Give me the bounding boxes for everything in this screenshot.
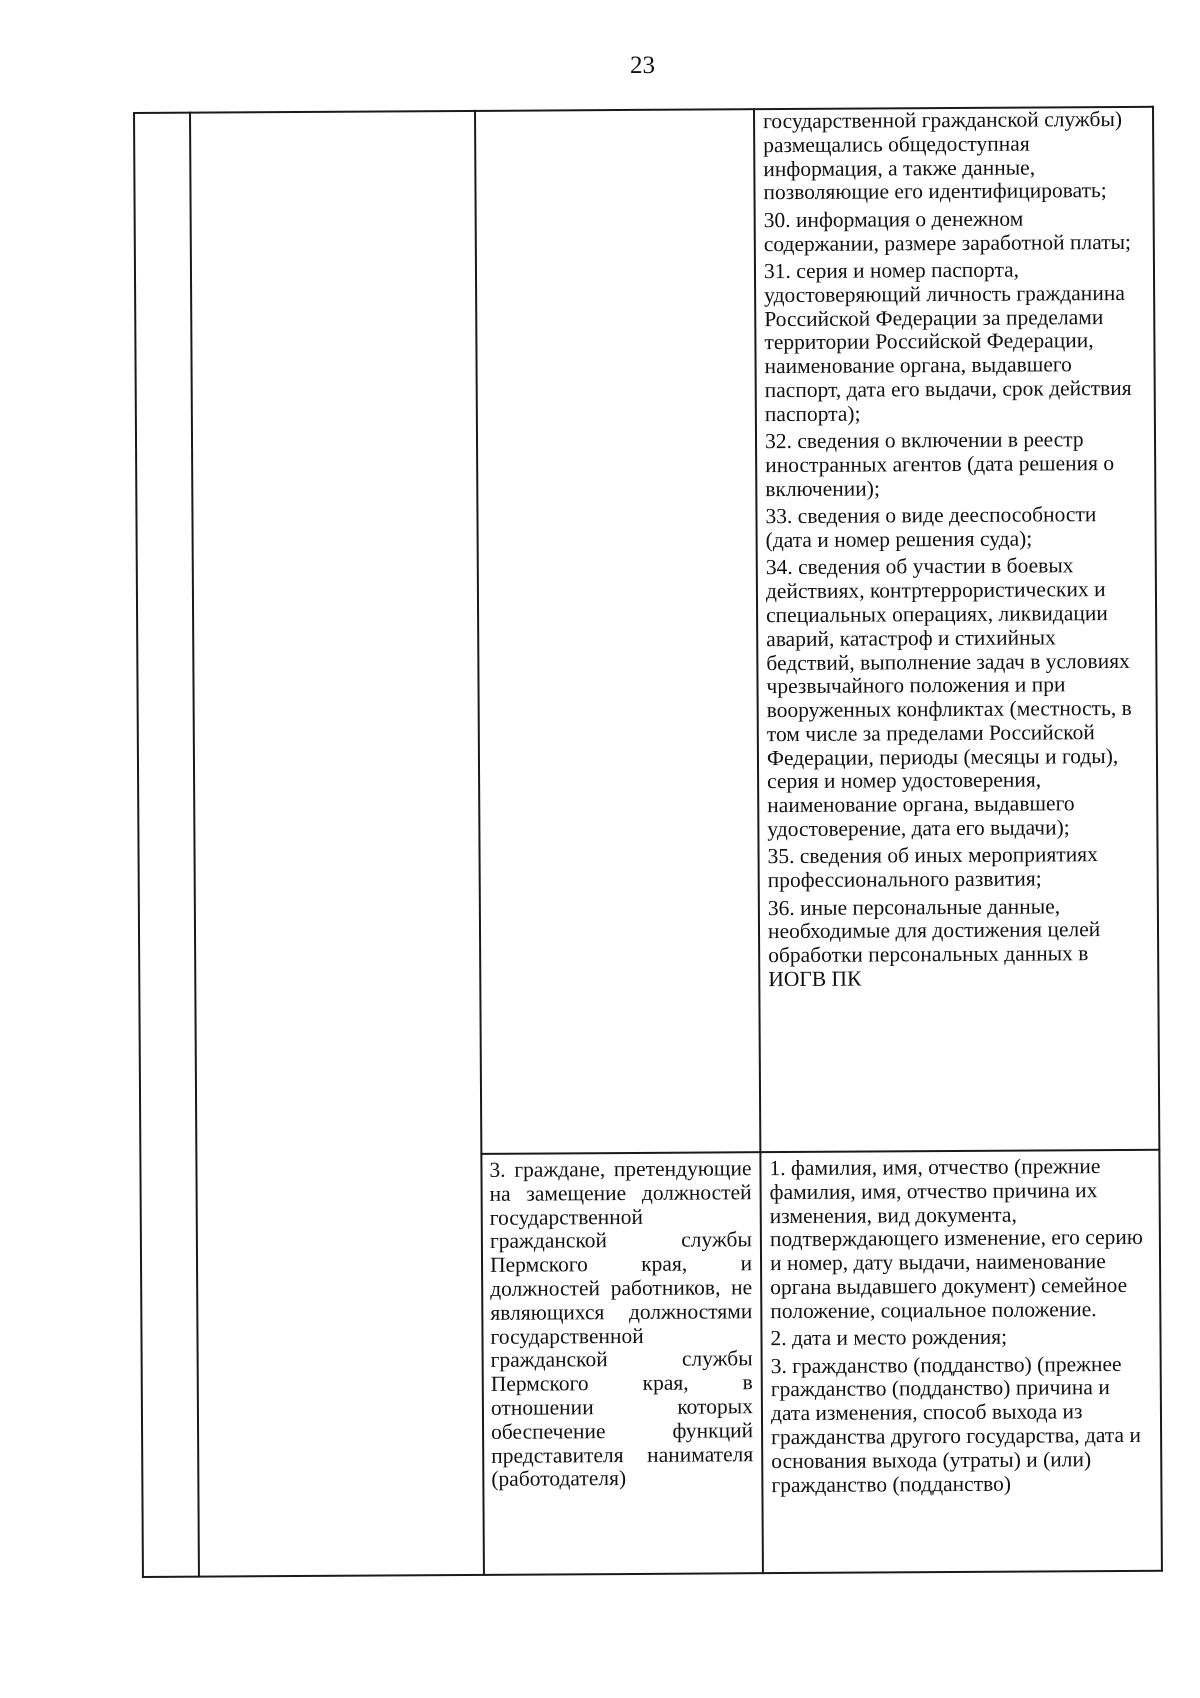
lower-row-data-cell	[769, 1155, 1152, 1501]
column-divider-2	[474, 110, 485, 1576]
column-divider-1	[189, 112, 200, 1578]
data-item-30: 30. информация о денежном содержании, размере заработной платы;	[763, 206, 1132, 256]
data-item-34: 34. сведения об участии в боевых действиях, контртеррористических и специальных операциях, ликвидации аварий, катастроф и стихийных бедствий, выполнение задач в условиях чрезвычайного положения и при вооруженных конфликтах (местность, в том числе за пределами Российской Федерации, периоды (месяцы и годы), серия и номер удостоверения, наименование органа, выдавшего удостоверение, дата его выдачи);	[765, 553, 1132, 842]
page-number: 23	[630, 52, 655, 79]
data-item-1: 1. фамилия, имя, отчество (прежние фамилия, имя, отчество причина их изменения, вид документа, подтверждающего изменение, его серию и номер, дату выдачи, наименование органа выдавшего документ) семейное положение, социальное положение.	[769, 1154, 1143, 1323]
data-item-31: 31. серия и номер паспорта, удостоверяющий личность гражданина Российской Федерации за пределами территории Российской Федерации, наименование органа, выдавшего паспорт, дата его выдачи, срок действия паспорта);	[763, 257, 1132, 426]
data-item-2: 2. дата и место рождения;	[770, 1324, 1008, 1351]
personal-data-table	[133, 106, 1163, 1578]
upper-row-data-cell	[763, 108, 1143, 996]
data-item-32: 32. сведения о включении в реестр иностранных агентов (дата решения о включении);	[764, 427, 1115, 501]
data-item-35: 35. сведения об иных мероприятиях профессионального развития;	[767, 842, 1098, 893]
column-divider-3	[753, 108, 764, 1574]
data-item-3: 3. гражданство (подданство) (прежнее гражданство (подданство) причина и дата изменения, способ выхода из гражданства другого государства, дата и основания выхода (утраты) и (или) гражданство (подданство)	[770, 1351, 1142, 1497]
data-item-continuation: государственной гражданской службы) размещались общедоступная информация, а также данные, позволяющие его идентифицировать;	[762, 106, 1123, 205]
table-right-border	[1152, 106, 1163, 1572]
data-item-36: 36. иные персональные данные, необходимые для достижения целей обработки персональных данных в ИОГВ ПК	[767, 894, 1101, 992]
table-left-border	[133, 112, 144, 1578]
table-bottom-border	[142, 1570, 1163, 1578]
data-item-33: 33. сведения о виде дееспособности (дата и номер решения суда);	[765, 502, 1097, 553]
subject-category-cell: 3. граждане, претендующие на замещение должностей государственной гражданской службы Пермского края, и должностей работников, не являющихся должностями государственной гражданской службы Пермского края, в отношении которых обеспечение функций представителя нанимателя (работодателя)	[489, 1156, 754, 1492]
